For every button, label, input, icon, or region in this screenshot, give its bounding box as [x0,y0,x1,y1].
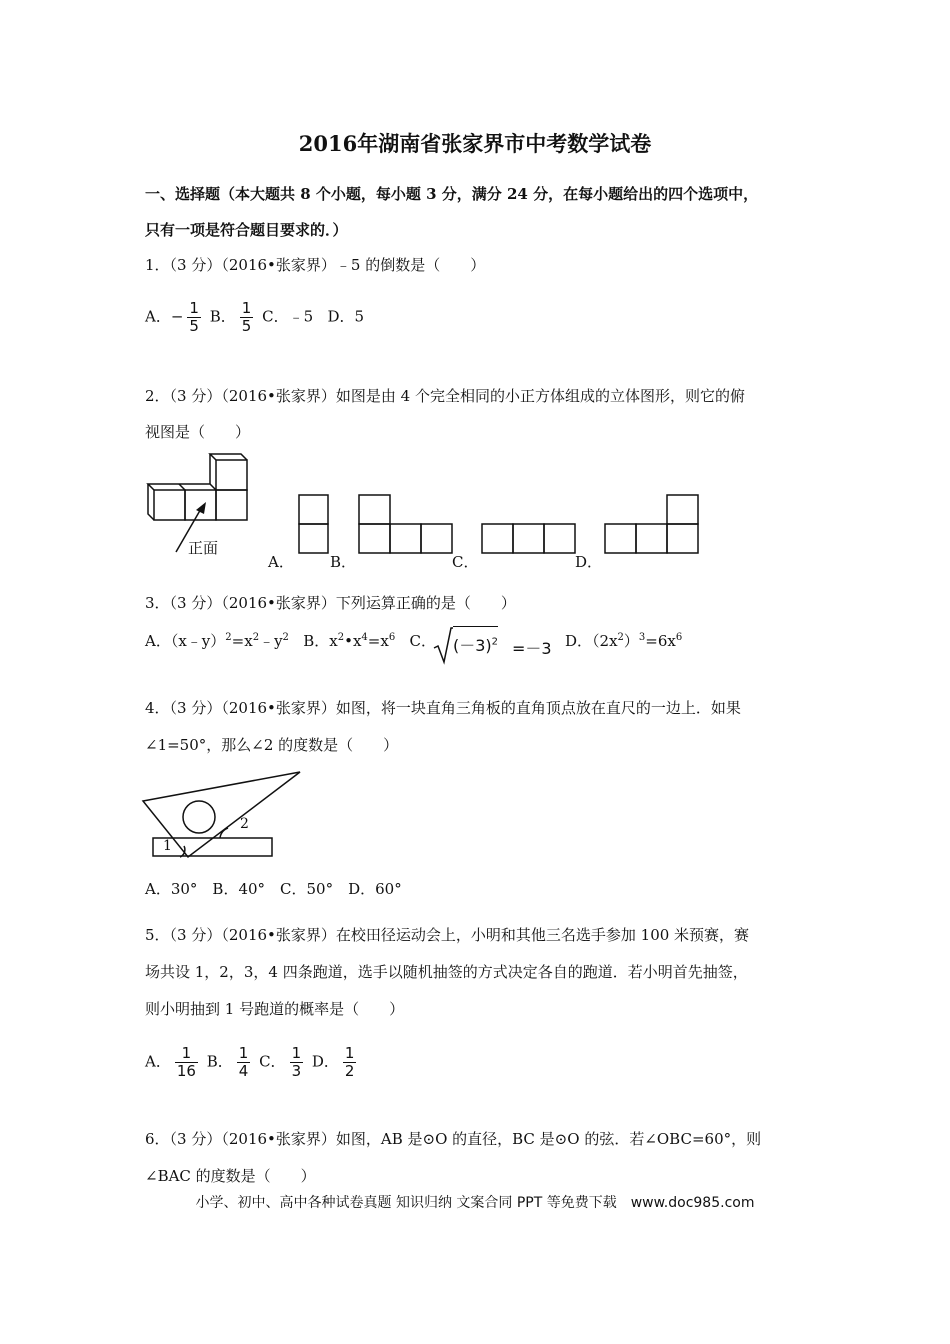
q2-option-d-figure [604,494,700,556]
q5-option-c-fraction: $\frac{1}{3}$ [291,1044,302,1080]
question-4-line1: 4．（3 分）（2016•张家界）如图，将一块直角三角板的直角顶点放在直尺的一边上．如果 [145,699,741,717]
question-1-options [145,300,364,335]
angle-1-label: 1 [163,838,172,854]
option-d: D．5 [327,307,365,326]
question-5-line3: 则小明抽到 1 号跑道的概率是（ ） [145,1000,405,1018]
option-a-fraction: $\frac{1}{5}$ [189,299,199,335]
question-3-text: 3．（3 分）（2016•张家界）下列运算正确的是（ ） [145,594,516,612]
question-3-options [145,630,436,651]
q3-option-c-label: C． [409,632,436,650]
sqrt-sign-icon [433,626,453,666]
q3-option-c-radical: $(-3)^2$ [453,626,498,656]
section-heading-line1: 一、选择题（本大题共 8 个小题，每小题 3 分，满分 24 分，在每小题给出的四个选项中， [145,185,759,203]
question-6-line2: ∠BAC 的度数是（ ） [145,1167,316,1185]
page-footer: 小学、初中、高中各种试卷真题 知识归纳 文案合同 PPT 等免费下载 www.doc985.com [195,1195,755,1211]
question-6-line1: 6．（3 分）（2016•张家界）如图，AB 是⊙O 的直径，BC 是⊙O 的弦．若∠OBC=60°，则 [145,1130,762,1148]
q2-option-a-label: A． [268,553,294,571]
q2-option-b-label: B． [330,553,357,571]
q2-option-c-label: C． [452,553,479,571]
q2-option-b-figure [358,494,454,556]
q5-option-b-fraction: $\frac{1}{4}$ [238,1044,249,1080]
q5-option-d-fraction: $\frac{1}{2}$ [344,1044,355,1080]
angle-2-label: 2 [240,816,249,832]
q3-option-a: A．$(x﹣y)^2=x^2﹣y^2$ [145,632,289,650]
option-a-label: A． [145,307,171,326]
q2-option-c-figure [481,523,577,556]
option-c: C．﹣5 [262,307,314,326]
triangle-hole-circle [183,801,215,833]
option-b-fraction: $\frac{1}{5}$ [241,299,252,335]
question-2-line2: 视图是（ ） [145,423,251,441]
question-1-text: 1．（3 分）（2016•张家界）﹣5 的倒数是（ ） [145,256,486,274]
q2-option-d-label: D． [575,553,603,571]
option-b-label: B． [209,307,236,326]
option-a-sign: − [170,307,184,326]
q3-option-d: D．$(2x^2)^3=6x^6$ [565,632,683,650]
question-2-line1: 2．（3 分）（2016•张家界）如图是由 4 个完全相同的小正方体组成的立体图形，则它的俯 [145,387,745,405]
question-4-line2: ∠1=50°，那么∠2 的度数是（ ） [145,736,399,754]
q2-option-a-figure [298,494,330,556]
question-5-line1: 5．（3 分）（2016•张家界）在校田径运动会上，小明和其他三名选手参加 100 米预赛，赛 [145,926,750,944]
arrow-head-icon [196,502,206,514]
question-5-line2: 场共设 1，2，3，4 四条跑道，选手以随机抽签的方式决定各自的跑道．若小明首先抽签， [145,963,748,981]
q5-option-a-fraction: $\frac{1}{16}$ [176,1044,196,1080]
question-4-options: A．30° B．40° C．50° D．60° [145,880,402,898]
q3-option-b: B．$x^2•x^4=x^6$ [303,632,396,650]
page-title: 2016年湖南省张家界市中考数学试卷 [298,131,652,156]
question-5-options: A． $\frac{1}{16}$ B． $\frac{1}{4}$ C． $\frac{1}{3}$ D． $\frac{1}{2}$ [145,1044,355,1080]
front-label: 正面 [188,539,219,557]
q3-option-c-result: =－3 [512,639,552,658]
section-heading-line2: 只有一项是符合题目要求的．） [145,221,348,239]
